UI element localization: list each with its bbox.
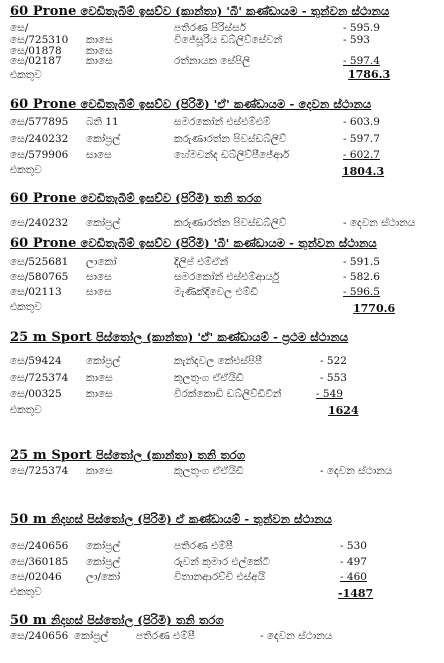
service-number: සෙ/579906	[10, 149, 69, 161]
score: - 530	[340, 540, 367, 552]
shooter-name: කරුණාරත්න පිවස්ඩබ්ලිව්	[174, 133, 287, 145]
rank: කාසෙ	[86, 34, 113, 46]
service-number: සෙ/240232	[10, 217, 69, 229]
title-rest: පිස්තෝල (කාන්තා) 'ඒ' කණ්ඩායම් - ප්‍රථම ස්ථානය	[91, 330, 349, 344]
total-label: එකතුව	[10, 404, 42, 416]
table-row	[10, 540, 430, 554]
service-number: සෙ/02046	[10, 571, 62, 583]
shooter-name: විතානආරච්චි එස්අයි	[174, 571, 266, 583]
shooter-name: විජේසූරිය ඩබ්ලිව්සේවන්	[174, 34, 283, 46]
rank: කාසෙ	[86, 388, 113, 400]
table-row	[10, 630, 430, 644]
total-label: එකතුව	[10, 586, 42, 598]
title-rest: වෙඩිතැබීම් ඉසව්ව (පිරිමි) 'ඒ' කණ්ඩායම - දෙවන ස්ථානය	[76, 97, 372, 111]
shooter-name: කැන්දවල කේඑස්පිපී	[174, 355, 263, 367]
table-row	[10, 372, 430, 386]
shooter-name: කුලතුංග ඒඒයිඩී	[174, 372, 244, 384]
title-rest: නිදහස් පිස්තෝල (පිරිමි) තනි තරග	[46, 613, 224, 627]
total-label: එකතුව	[10, 164, 42, 176]
rank: කාසෙ	[86, 45, 113, 57]
table-row	[10, 55, 430, 69]
score: - 549	[316, 388, 343, 400]
service-number: සෙ/725310	[10, 34, 69, 46]
score: - 602.7	[343, 149, 380, 161]
title-lead: 60 Prone	[10, 97, 77, 112]
shooter-name: පතිරණ පිරිස්සර්	[174, 22, 246, 34]
shooter-name: කරුණාරත්න පිවස්ඩබ්ලිව්	[174, 217, 287, 229]
shooter-name: සමරකෝන් එස්එම්එම්	[174, 116, 271, 128]
section-title	[10, 613, 224, 628]
service-number: සෙ/59424	[10, 355, 62, 367]
table-row	[10, 571, 430, 585]
title-rest: වෙඩිතැබීම් ඉසව්ව (පිරිමි) තනි තරග	[76, 191, 262, 205]
service-number: සෙ/580765	[10, 271, 69, 283]
rank: ලා/කෝ	[86, 571, 121, 583]
section-title	[10, 330, 348, 345]
shooter-name: පතිරණ එම්පී	[174, 540, 233, 552]
table-row	[10, 149, 430, 163]
title-rest: වෙඩිතැබීම් ඉසව්ව (පිරිමි) 'බී' කණ්ඩායම - තුන්වන ස්ථානය	[76, 236, 377, 250]
score: - 460	[340, 571, 367, 583]
score: - 522	[320, 355, 347, 367]
table-row	[10, 556, 430, 570]
table-row	[10, 286, 430, 300]
section-title	[10, 236, 377, 251]
service-number: සෙ/240656	[10, 540, 69, 552]
shooter-name: කුලතුංග ඒඒයිඩී	[174, 465, 244, 477]
rank: කෝප්‍රල්	[74, 630, 109, 642]
rank: කාසෙ	[86, 465, 113, 477]
service-number: සෙ/577895	[10, 116, 69, 128]
table-row	[10, 217, 430, 231]
service-number: සෙ/360185	[10, 556, 69, 568]
score: - 595.9	[343, 22, 380, 34]
title-lead: 60 Prone	[10, 4, 77, 19]
title-lead: 50 m	[10, 512, 47, 527]
service-number: සෙ/01878	[10, 45, 62, 57]
total-value: 1770.6	[353, 302, 396, 315]
score: - 597.7	[343, 133, 380, 145]
total-value: 1804.3	[342, 165, 385, 178]
section-title	[10, 4, 389, 19]
shooter-name: මැණික්දිවෙල එම්ඩී	[174, 286, 258, 298]
rank: සාසෙ	[86, 286, 112, 298]
rank: ලාකෝ	[86, 256, 117, 268]
shooter-name: රුවන් කුමාර එල්කේටී	[174, 556, 270, 568]
score: - 497	[340, 556, 367, 568]
table-row	[10, 271, 430, 285]
table-row	[10, 388, 430, 402]
table-row	[10, 133, 430, 147]
placing: - දෙවන ස්ථානය	[320, 465, 393, 477]
title-rest: නිදහස් පිස්තෝල (පිරිමි) ඒ කණ්ඩායම් - තුන්වන ස්ථානය	[46, 512, 333, 526]
shooter-name: විරක්කොඩි ඩබ්ලිව්ඩීවීන්	[174, 388, 282, 400]
score: - 603.9	[343, 116, 380, 128]
rank: කෝප්‍රල්	[86, 540, 121, 552]
service-number: සෙ/02187	[10, 55, 62, 67]
title-lead: 60 Prone	[10, 236, 77, 251]
section-title	[10, 512, 332, 527]
table-row	[10, 465, 430, 479]
score: - 593	[343, 34, 370, 46]
shooter-name: දිලිප් එම්ඒන්	[174, 256, 229, 268]
section-title	[10, 448, 245, 463]
rank: කෝප්‍රල්	[86, 217, 121, 229]
title-lead: 25 m Sport	[10, 448, 92, 463]
shooter-name: රත්නායක සේපිලි	[174, 55, 251, 67]
placing: - දෙවන ස්ථානය	[260, 630, 333, 642]
total-label: එකතුව	[10, 69, 42, 81]
service-number: සෙ/240232	[10, 133, 69, 145]
section-title	[10, 97, 371, 112]
title-rest: වෙඩිතැබීම් ඉසව්ව (කාන්තා) 'බී' කණ්ඩායම - තුන්වන ස්ථානය	[76, 4, 390, 18]
score: - 582.6	[343, 271, 380, 283]
score: - 553	[320, 372, 347, 384]
rank: කෝප්‍රල්	[86, 355, 121, 367]
shooter-name: පතිරණ එම්පී	[136, 630, 195, 642]
placing: - දෙවන ස්ථානය	[343, 217, 416, 229]
service-number: සෙ/240656	[10, 630, 69, 642]
rank: කෝප්‍රල්	[86, 556, 121, 568]
rank: සාසෙ	[86, 271, 112, 283]
rank: කාසෙ	[86, 372, 113, 384]
rank: සාසෙ	[86, 149, 112, 161]
shooter-name: හේමචන්ද ඩබ්ලිව්පීජේආර්	[174, 149, 290, 161]
rank: බති 11	[86, 116, 119, 128]
table-row	[10, 116, 430, 130]
total-label: එකතුව	[10, 301, 42, 313]
shooter-name: සමරකෝන් එස්එම්ආර්යු	[174, 271, 280, 283]
service-number: සෙ/02113	[10, 286, 62, 298]
title-lead: 25 m Sport	[10, 330, 92, 345]
service-number: සෙ/00325	[10, 388, 62, 400]
score: - 597.4	[343, 55, 380, 67]
section-title	[10, 191, 262, 206]
title-rest: පිස්තෝල (කාන්තා) තනි තරග	[91, 448, 246, 462]
service-number: සෙ/525681	[10, 256, 69, 268]
total-value: 1624	[328, 404, 359, 417]
service-number: සෙ/	[10, 22, 29, 34]
score: - 591.5	[343, 256, 380, 268]
service-number: සෙ/725374	[10, 465, 69, 477]
total-value: -1487	[338, 587, 374, 600]
title-lead: 60 Prone	[10, 191, 77, 206]
total-value: 1786.3	[348, 68, 391, 81]
service-number: සෙ/725374	[10, 372, 69, 384]
table-row	[10, 355, 430, 369]
title-lead: 50 m	[10, 613, 47, 628]
score: - 596.5	[343, 286, 380, 298]
rank: කාසෙ	[86, 55, 113, 67]
rank: කෝප්‍රල්	[86, 133, 121, 145]
table-row	[10, 256, 430, 270]
